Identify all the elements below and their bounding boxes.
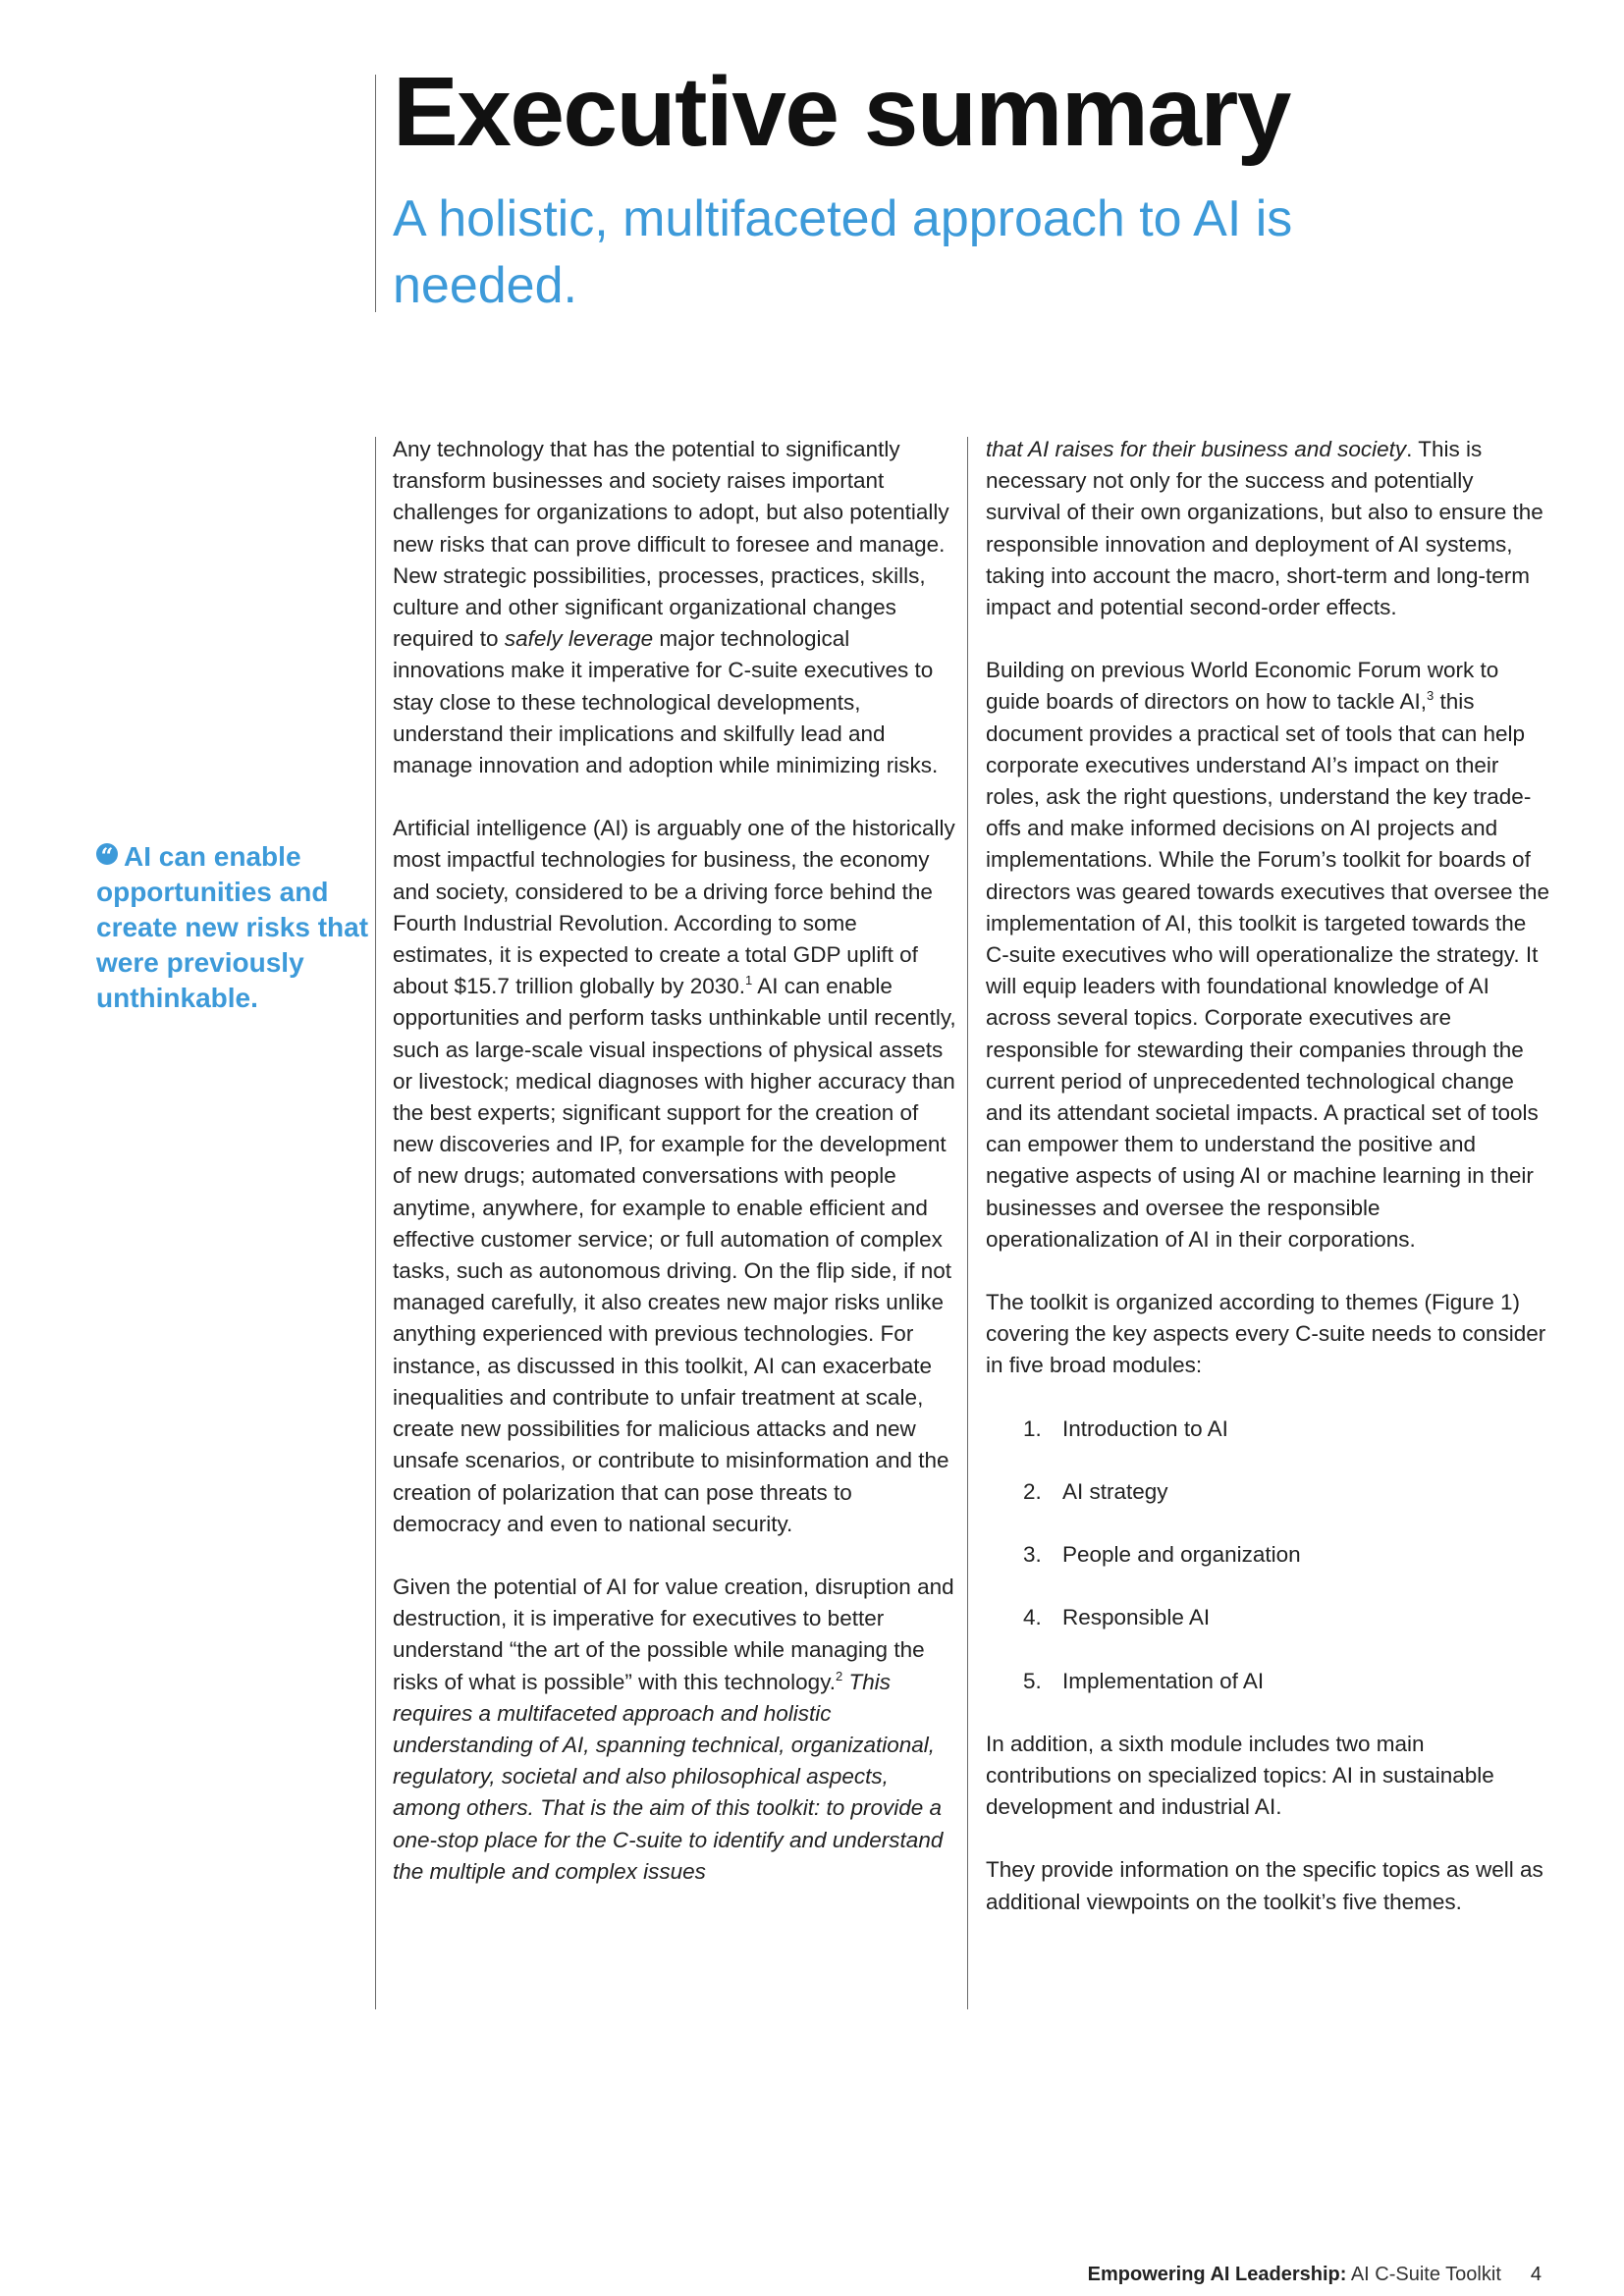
title-vertical-rule <box>375 75 376 312</box>
left-paragraph-3: Given the potential of AI for value creation, disruption and destruction, it is imperative for executives to better understand “the art of the possible while managing the risks of what is possible” with this technology.$^2$ This requires a multifaceted approach and holistic understanding of AI, spanning technical, organizational, regulatory, societal and also philosophical aspects, among others. That is the aim of this toolkit: to provide a one-stop place for the C-suite to identify and understand the multiple and complex issues <box>393 1574 954 1884</box>
left-column-vertical-rule <box>375 437 376 2009</box>
left-paragraph-1: Any technology that has the potential to significantly transform businesses and society raises important challenges for organizations to adopt, but also potentially new risks that can prove difficult to foresee and manage. New strategic possibilities, processes, practices, skills, culture and other significant organizational changes required to safely leverage major technological innovations make it imperative for C-suite executives to stay close to these technological developments, understand their implications and skilfully lead and manage innovation and adoption while minimizing risks. <box>393 437 949 778</box>
left-text-column <box>393 434 957 1888</box>
right-paragraph-3: The toolkit is organized according to themes (Figure 1) covering the key aspects every C-suite needs to consider in five broad modules: <box>986 1290 1546 1378</box>
footer-doc-subtitle: AI C-Suite Toolkit <box>1346 2264 1501 2285</box>
module-list <box>986 1414 1550 1697</box>
page-title: Executive summary <box>393 57 1290 167</box>
list-item: 4. Responsible AI <box>1023 1605 1211 1630</box>
footnote-ref-2: 2 <box>836 1668 843 1683</box>
page-number: 4 <box>1530 2264 1542 2285</box>
list-item: 2. AI strategy <box>1023 1478 1168 1504</box>
right-paragraph-5: They provide information on the specific topics as well as additional viewpoints on the toolkit’s five themes. <box>986 1857 1543 1914</box>
footnote-ref-3: 3 <box>1427 688 1435 704</box>
right-column-vertical-rule <box>967 437 968 2009</box>
left-paragraph-2: Artificial intelligence (AI) is arguably one of the historically most impactful technologies for business, the economy and society, considered to be a driving force behind the Fourth Industrial Revolution. According to some estimates, it is expected to create a total GDP uplift of about $15.7 trillion globally by 2030.$^1$ AI can enable opportunities and perform tasks unthinkable until recently, such as large-scale visual inspections of physical assets or livestock; medical diagnoses with higher accuracy than the best experts; significant support for the creation of new discoveries and IP, for example for the development of new drugs; automated conversations with people anytime, anywhere, for example to enable efficient and effective customer service; or full automation of complex tasks, such as autonomous driving. On the flip side, if not managed carefully, it also creates new major risks unlike anything experienced with previous technologies. For instance, as discussed in this toolkit, AI can exacerbate inequalities and contribute to unfair treatment at scale, create new possibilities for malicious attacks and new unsafe scenarios, or contribute to misinformation and the creation of polarization that can pose threats to democracy and even to national security. <box>393 816 956 1536</box>
right-paragraph-1: that AI raises for their business and society. This is necessary not only for the success and potentially survival of their own organizations, but also to ensure the responsible innovation and deployment of AI systems, taking into account the macro, short-term and long-term impact and potential second-order effects. <box>986 437 1543 620</box>
pull-quote <box>96 839 371 1017</box>
list-item: 1. Introduction to AI <box>1023 1415 1228 1441</box>
right-paragraph-2: Building on previous World Economic Forum work to guide boards of directors on how to tackle AI,$^3$ this document provides a practical set of tools that can help corporate executives understand AI’s impact on their roles, ask the right questions, understand the key trade-offs and make informed decisions on AI projects and implementations. While the Forum’s toolkit for boards of directors was geared towards executives that oversee the implementation of AI, this toolkit is targeted towards the C-suite executives who will operationalize the strategy. It will equip leaders with foundational knowledge of AI across several topics. Corporate executives are responsible for stewarding their companies through the current period of unprecedented technological change and its attendant societal impacts. A practical set of tools can empower them to understand the positive and negative aspects of using AI or machine learning in their businesses and oversee the responsible operationalization of AI in their corporations. <box>986 658 1550 1252</box>
list-item: 5. Implementation of AI <box>1023 1668 1265 1693</box>
right-paragraph-4: In addition, a sixth module includes two main contributions on specialized topics: AI in sustainable development and industrial AI. <box>986 1731 1494 1820</box>
footnote-ref-1: 1 <box>745 973 753 988</box>
pull-quote-text: AI can enable opportunities and create new risks that were previously unthinkable. <box>96 841 369 1014</box>
list-item: 3. People and organization <box>1023 1542 1301 1568</box>
quote-open-icon: “ <box>96 843 118 865</box>
page-subtitle: A holistic, multifaceted approach to AI is needed. <box>393 190 1293 314</box>
footer-doc-title: Empowering AI Leadership: <box>1087 2264 1347 2285</box>
right-text-column <box>986 434 1550 1918</box>
page-footer <box>982 2264 1542 2286</box>
